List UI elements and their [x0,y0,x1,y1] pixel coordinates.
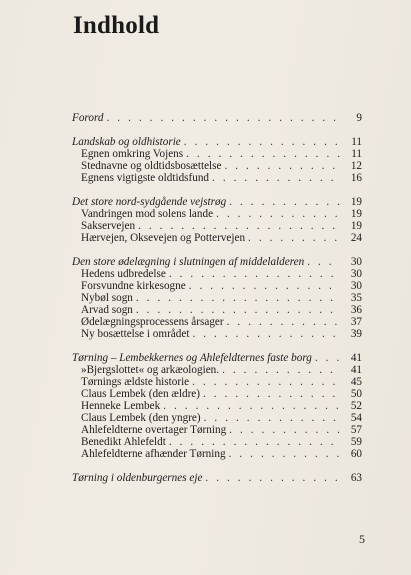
dot-leader [202,472,340,484]
toc-entry-page: 12 [350,160,362,172]
toc-entry-page: 52 [350,400,362,412]
toc-entry-label: Forsvundne kirkesogne [81,280,186,292]
toc-entry [72,376,362,388]
dot-leader [312,352,340,364]
toc-entry-page: 30 [350,268,362,280]
dot-leader [201,412,340,424]
toc-spacer [72,460,362,472]
toc-entry-page: 63 [350,472,362,484]
toc-entry-label: Hærvejen, Oksevejen og Pottervejen [81,232,246,244]
toc-entry [72,172,362,184]
toc-entry-label: Tørning – Lembekkernes og Ahlefeldternes faste borg [72,352,312,364]
toc-entry [72,436,362,448]
dot-leader [104,112,341,124]
toc-entry-page: 50 [350,388,362,400]
toc-entry [72,148,362,160]
toc-spacer [72,184,362,196]
page-title: Indhold [73,12,160,39]
toc-entry [72,388,362,400]
toc-entry [72,400,362,412]
toc-spacer [72,244,362,256]
toc-entry-page: 9 [356,112,362,124]
toc-entry-label: Egnen omkring Vojens [81,148,184,160]
toc-entry-label: Landskab og oldhistorie [72,136,181,148]
toc-entry-page: 41 [350,352,362,364]
toc-section-entry [72,472,362,484]
toc-section-entry [72,352,362,364]
dot-leader [200,388,340,400]
toc-section-entry [72,136,362,148]
toc-entry-page: 57 [350,424,362,436]
toc-entry-label: Ahlefeldterne afhænder Tørning [81,448,226,460]
toc-entry [72,424,362,436]
dot-leader [226,424,340,436]
toc-entry [72,208,362,220]
toc-entry [72,412,362,424]
dot-leader [166,436,340,448]
toc-entry [72,328,362,340]
dot-leader [133,292,340,304]
dot-leader [221,160,340,172]
dot-leader [181,136,340,148]
toc-entry-label: Tørnings ældste historie [81,376,190,388]
toc-entry [72,232,362,244]
toc-entry-page: 45 [350,376,362,388]
toc-entry-page: 36 [350,304,362,316]
toc-entry-label: Egnens vigtigste oldtidsfund [81,172,210,184]
toc-entry-label: Claus Lembek (den yngre) [81,412,201,424]
page-number: 5 [359,532,365,546]
toc-entry [72,364,362,376]
dot-leader [245,232,340,244]
toc-entry-page: 19 [350,208,362,220]
toc-entry-label: Forord [72,112,104,124]
toc-section-entry [72,196,362,208]
toc-entry [72,280,362,292]
dot-leader [189,376,340,388]
toc-entry [72,316,362,328]
toc-entry [72,268,362,280]
toc-entry-label: Arvad sogn [81,304,133,316]
dot-leader [224,316,340,328]
dot-leader [304,256,340,268]
toc-entry [72,220,362,232]
dot-leader [183,148,340,160]
toc-section-entry [72,112,362,124]
toc-entry-page: 59 [350,436,362,448]
toc-entry-page: 35 [350,292,362,304]
toc-entry-page: 41 [350,364,362,376]
toc-entry [72,304,362,316]
dot-leader [135,220,340,232]
dot-leader [186,280,340,292]
toc-entry-page: 54 [350,412,362,424]
toc-entry-label: Sakservejen [81,220,136,232]
toc-entry-page: 30 [350,280,362,292]
dot-leader [166,268,340,280]
toc-entry-page: 37 [350,316,362,328]
dot-leader [226,196,340,208]
toc-entry-page: 39 [350,328,362,340]
toc-entry-label: Claus Lembek (den ældre) [81,388,200,400]
table-of-contents [72,112,362,484]
toc-entry-page: 24 [350,232,362,244]
toc-entry-label: Nybøl sogn [81,292,133,304]
dot-leader [189,328,340,340]
dot-leader [213,208,340,220]
toc-entry-label: »Bjergslottet« og arkæologien. [81,364,220,376]
toc-spacer [72,124,362,136]
toc-entry-page: 19 [350,196,362,208]
toc-entry-label: Det store nord-sydgående vejstrøg [72,196,227,208]
toc-entry-label: Henneke Lembek [81,400,161,412]
dot-leader [160,400,340,412]
dot-leader [209,172,340,184]
toc-entry [72,448,362,460]
toc-entry-label: Stednavne og oldtidsbosættelse [81,160,222,172]
toc-entry-page: 11 [351,136,362,148]
toc-entry [72,160,362,172]
toc-entry-page: 16 [350,172,362,184]
toc-entry-page: 60 [350,448,362,460]
toc-entry-label: Ny bosættelse i området [81,328,190,340]
toc-entry [72,292,362,304]
toc-spacer [72,340,362,352]
dot-leader [219,364,340,376]
toc-entry-label: Benedikt Ahlefeldt [81,436,166,448]
toc-entry-label: Tørning i oldenburgernes eje [72,472,203,484]
toc-entry-label: Ødelægningsprocessens årsager [81,316,224,328]
dot-leader [226,448,340,460]
toc-section-entry [72,256,362,268]
toc-entry-label: Vandringen mod solens lande [81,208,214,220]
toc-entry-page: 30 [350,256,362,268]
toc-entry-label: Ahlefeldterne overtager Tørning [81,424,227,436]
toc-entry-label: Hedens udbredelse [81,268,166,280]
toc-entry-page: 11 [351,148,362,160]
toc-entry-label: Den store ødelægning i slutningen af middelalderen [72,256,305,268]
toc-entry-page: 19 [350,220,362,232]
dot-leader [133,304,340,316]
